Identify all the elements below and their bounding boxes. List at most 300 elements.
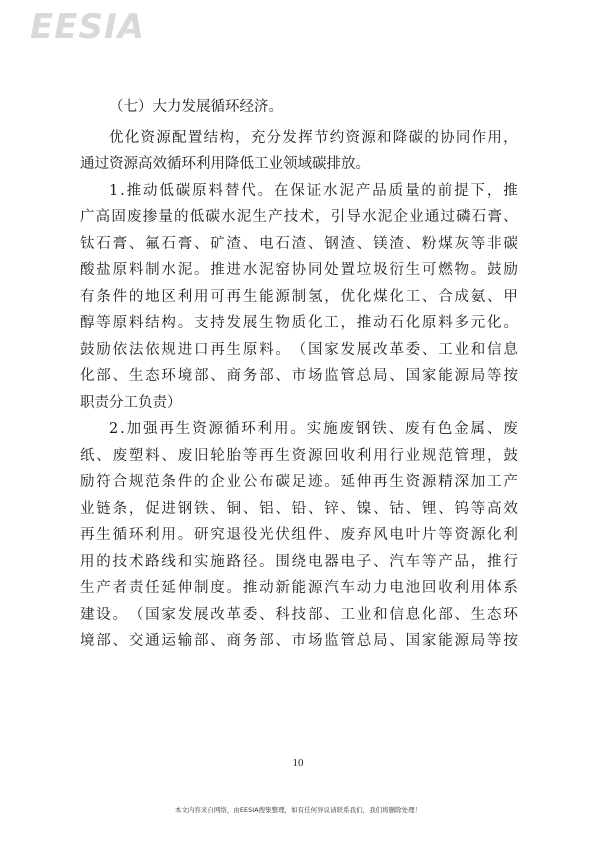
text-char: 利 <box>503 527 518 543</box>
text-char: 导 <box>346 209 361 225</box>
text-char: 矿 <box>210 235 225 252</box>
text-char: 依 <box>112 341 128 358</box>
text-char: 信 <box>487 341 502 358</box>
text-char: 用 <box>80 553 95 570</box>
text-char: 下 <box>470 182 485 199</box>
text-char: 伏 <box>275 527 290 543</box>
text-char: 、 <box>210 500 225 517</box>
text-line <box>80 257 518 284</box>
text-char: 氟 <box>145 235 160 252</box>
text-char: 役 <box>242 527 258 543</box>
text-char: 鼓 <box>503 447 518 464</box>
text-char: 励 <box>96 341 111 358</box>
text-char: 用 <box>373 447 388 464</box>
text-char: 化 <box>356 288 372 305</box>
text-char: 国 <box>145 606 160 623</box>
text-char: 生 <box>470 606 486 623</box>
text-char: 化 <box>405 315 421 331</box>
text-char: 生 <box>96 527 111 543</box>
text-char: 展 <box>242 315 258 331</box>
text-char: 境 <box>177 368 193 384</box>
text-char: 化 <box>389 288 404 305</box>
text-char: 术 <box>128 553 144 570</box>
text-char: 伸 <box>177 580 193 596</box>
text-char: 励 <box>80 474 95 490</box>
text-char: 旧 <box>193 447 209 464</box>
text-char: 规 <box>421 447 437 464</box>
text-char: 等 <box>438 527 453 543</box>
text-char: 推 <box>487 553 502 570</box>
text-char: 作 <box>471 129 487 146</box>
text-char: 制 <box>193 580 209 596</box>
text-char: 效 <box>503 500 518 517</box>
text-char: 轮 <box>210 447 225 464</box>
text-char: 回 <box>324 447 339 464</box>
text-char: 生 <box>252 209 267 225</box>
text-char: 料 <box>438 315 453 331</box>
text-char: 展 <box>193 606 209 623</box>
text-char: 氢 <box>307 288 323 305</box>
text-char: 家 <box>421 633 437 649</box>
text-char: 铜 <box>226 500 242 517</box>
text-char: 新 <box>275 580 290 596</box>
text-char: 的 <box>424 129 439 146</box>
text-char: 和 <box>373 606 388 623</box>
text-char: 再 <box>80 527 95 543</box>
text-char: 市 <box>291 633 307 649</box>
text-char: 按 <box>503 368 518 384</box>
text-char: 、 <box>307 500 323 517</box>
text-char: 废 <box>404 421 420 437</box>
text-char: 、 <box>421 341 437 358</box>
text-char: 源 <box>421 474 437 490</box>
text-char: 用 <box>487 129 502 146</box>
text-char: 境 <box>80 633 95 649</box>
text-char: 究 <box>210 527 225 543</box>
text-char: 口 <box>193 341 209 358</box>
text-char: 废 <box>112 447 128 464</box>
text-char: 。 <box>275 341 290 358</box>
text-char: 励 <box>503 262 518 278</box>
text-char: 技 <box>112 553 128 570</box>
text-char: 推 <box>210 262 225 278</box>
text-char: 持 <box>210 315 225 331</box>
text-char: 垃 <box>356 262 372 278</box>
text-char: 展 <box>356 341 372 358</box>
text-char: 态 <box>145 368 160 384</box>
text-char: 钨 <box>454 500 469 517</box>
text-char: 用 <box>273 421 289 437</box>
text-char: 碳 <box>408 129 424 146</box>
text-char: 石 <box>471 209 487 225</box>
text-char: 处 <box>324 262 339 278</box>
text-char: 协 <box>291 262 307 278</box>
text-char: 依 <box>145 341 160 358</box>
text-char: 质 <box>388 182 404 199</box>
text-char: 料 <box>128 262 144 278</box>
text-char: 水 <box>362 209 377 225</box>
text-char: 通 <box>424 209 440 225</box>
text-char: 通 <box>145 633 160 649</box>
text-char: 、 <box>161 447 176 464</box>
text-char: . <box>120 182 125 199</box>
text-char: 可 <box>210 288 225 305</box>
text-char: 源 <box>307 447 323 464</box>
text-char: 、 <box>389 368 404 384</box>
text-char: 。 <box>259 553 274 570</box>
text-char: （ <box>128 606 144 623</box>
text-char: 氨 <box>470 288 486 305</box>
text-char: 技 <box>283 209 299 225</box>
text-char: 原 <box>112 262 128 278</box>
text-char: 迹 <box>307 474 323 490</box>
text-char: 建 <box>80 606 95 623</box>
text-char: 汽 <box>389 553 404 570</box>
text-char: 资 <box>192 421 207 437</box>
text-char: 量 <box>404 182 420 199</box>
text-char: 工 <box>438 341 453 358</box>
text-char: 体 <box>487 580 502 596</box>
text-char: 路 <box>226 553 242 570</box>
text-char: 有 <box>421 421 436 437</box>
text-char: 质 <box>291 315 307 331</box>
text-line <box>80 522 518 549</box>
text-char: 资 <box>345 129 360 146</box>
text-char: 1 <box>109 182 119 199</box>
text-char: 的 <box>174 209 189 225</box>
text-char: 部 <box>193 368 209 384</box>
text-char: 部 <box>96 368 111 384</box>
text-char: 盐 <box>96 262 111 278</box>
text-char: 息 <box>503 341 518 358</box>
text-char: 家 <box>421 368 437 384</box>
text-char: 环 <box>503 606 518 623</box>
text-char: 片 <box>421 527 437 543</box>
text-char: 化 <box>124 129 140 146</box>
text-char: 局 <box>470 633 486 649</box>
text-char: 局 <box>470 368 486 384</box>
text-char: 构 <box>219 129 234 146</box>
text-char: 件 <box>177 474 193 490</box>
text-char: 公 <box>242 474 258 490</box>
text-char: 生 <box>175 421 191 437</box>
text-char: 料 <box>145 447 160 464</box>
text-char: 实 <box>306 421 322 437</box>
text-char: 资 <box>405 474 421 490</box>
text-char: 国 <box>405 368 421 384</box>
text-char: 前 <box>437 182 453 199</box>
text-char: 碳 <box>175 182 191 199</box>
text-char: 窑 <box>275 262 290 278</box>
text-char: 信 <box>389 606 404 623</box>
text-char: 电 <box>389 527 404 543</box>
text-char: ， <box>486 182 502 199</box>
text-char: 。 <box>257 182 273 199</box>
text-char: 、 <box>275 500 290 517</box>
text-char: 泥 <box>259 262 274 278</box>
text-char: 废 <box>177 447 193 464</box>
text-char: 煤 <box>438 235 453 252</box>
text-char: 金 <box>454 421 469 437</box>
text-char: 等 <box>487 368 502 384</box>
text-char: 。 <box>226 580 242 596</box>
text-char: 范 <box>438 447 453 464</box>
text-char: 、 <box>275 633 290 649</box>
text-char: 规 <box>161 341 176 358</box>
text-char: 源 <box>454 633 469 649</box>
text-char: 产 <box>96 580 111 596</box>
text-char: 源 <box>307 580 323 596</box>
text-char: 革 <box>389 341 404 358</box>
text-char: 发 <box>282 129 297 146</box>
text-char: 纸 <box>80 447 95 464</box>
text-char: 理 <box>470 447 486 464</box>
text-char: 路 <box>145 553 160 570</box>
text-char: 同 <box>307 262 323 278</box>
text-char: 车 <box>340 580 355 596</box>
text-char: 部 <box>259 368 274 384</box>
text-char: 管 <box>454 447 469 464</box>
text-line <box>80 178 518 205</box>
text-char: 汽 <box>324 580 339 596</box>
text-char: 市 <box>291 368 307 384</box>
text-char: 钴 <box>389 500 404 517</box>
text-char: 件 <box>112 288 128 305</box>
text-char: 。 <box>112 606 128 623</box>
text-char: 原 <box>112 315 128 331</box>
text-char: 废 <box>127 209 142 225</box>
text-char: 原 <box>421 315 437 331</box>
text-char: 鼓 <box>487 262 502 278</box>
text-char: 的 <box>128 288 144 305</box>
text-char: 化 <box>80 368 95 384</box>
text-char: 生 <box>226 341 242 358</box>
text-char: 成 <box>454 288 469 305</box>
text-char: 原 <box>242 341 258 358</box>
text-char: 钢 <box>324 235 339 252</box>
text-char: 工 <box>405 288 421 305</box>
text-char: 发 <box>177 606 193 623</box>
text-char: 组 <box>291 527 307 543</box>
text-char: 用 <box>161 527 176 543</box>
text-char: 、 <box>388 421 404 437</box>
text-char: . <box>120 421 125 437</box>
text-char: 规 <box>128 474 144 490</box>
text-char: 、 <box>487 288 502 305</box>
text-char: 再 <box>210 341 225 358</box>
footer-disclaimer: 本文内容来自网络，由EESIA搜集整理，如有任何异议请联系我们，我们将删除处理！ <box>174 806 422 814</box>
text-char: 业 <box>454 341 469 358</box>
text-char: 水 <box>161 262 176 278</box>
text-char: 圾 <box>373 262 388 278</box>
text-char: 泥 <box>236 209 252 225</box>
text-char: 多 <box>454 315 469 331</box>
text-char: 膏 <box>487 209 502 225</box>
text-char: 足 <box>291 474 307 490</box>
text-char: 能 <box>291 580 307 596</box>
text-char: 加 <box>470 474 486 490</box>
text-char: 委 <box>242 606 258 623</box>
text-char: 能 <box>438 633 453 649</box>
text-char: 。 <box>177 527 193 543</box>
text-char: 。 <box>193 262 209 278</box>
text-char: 推 <box>242 580 258 596</box>
section-heading: （七）大力发展循环经济。 <box>109 99 283 115</box>
text-char: 生 <box>389 474 404 490</box>
text-char: 行 <box>389 447 404 464</box>
text-line <box>80 628 518 655</box>
text-char: 、 <box>486 421 502 437</box>
text-char: ， <box>324 288 339 305</box>
text-char: 责 <box>128 580 144 596</box>
text-char: 输 <box>177 633 193 649</box>
text-char: 合 <box>438 288 453 305</box>
text-char: 证 <box>306 182 322 199</box>
text-char: 磷 <box>456 209 471 225</box>
text-char: 术 <box>299 209 314 225</box>
page-number: 10 <box>292 757 304 769</box>
text-char: 源 <box>275 288 290 305</box>
text-char: 推 <box>503 182 518 199</box>
text-char: 能 <box>438 368 453 384</box>
text-char: 、 <box>242 235 258 252</box>
text-char: 高 <box>95 209 111 225</box>
text-char: 源 <box>454 368 469 384</box>
text-char: 、 <box>112 368 128 384</box>
text-char: 业 <box>226 474 242 490</box>
text-line <box>80 549 518 576</box>
text-char: 渣 <box>389 235 404 252</box>
text-char: 钛 <box>80 235 95 252</box>
text-char: 利 <box>257 421 273 437</box>
text-char: 化 <box>487 315 502 331</box>
text-char: 实 <box>193 553 209 570</box>
text-char: 监 <box>324 368 339 384</box>
text-char: 家 <box>161 606 176 623</box>
text-char: 行 <box>503 553 518 570</box>
text-char: 家 <box>324 341 339 358</box>
text-char: 场 <box>307 368 323 384</box>
text-char: 径 <box>242 553 258 570</box>
text-char: 再 <box>373 474 388 490</box>
text-char: 用 <box>193 288 209 305</box>
text-char: 物 <box>454 262 469 278</box>
text-char: 进 <box>161 500 176 517</box>
text-char: 保 <box>290 182 305 199</box>
text-char: 甲 <box>503 288 518 305</box>
text-line <box>80 231 518 258</box>
text-char: 生 <box>128 368 144 384</box>
text-char: 叶 <box>405 527 421 543</box>
text-char: （ <box>291 341 307 358</box>
text-char: 水 <box>242 262 258 278</box>
text-char: 件 <box>307 527 323 543</box>
text-char: 设 <box>96 606 111 623</box>
text-char: 利 <box>145 527 160 543</box>
text-char: 、 <box>356 235 372 252</box>
text-char: 加 <box>126 421 142 437</box>
text-char: 粉 <box>421 235 437 252</box>
text-char: 、 <box>373 553 388 570</box>
text-char: 链 <box>96 500 111 517</box>
text-char: 酸 <box>80 262 95 278</box>
text-char: 池 <box>405 580 421 596</box>
text-line <box>80 575 518 602</box>
text-char: 、 <box>324 527 339 543</box>
text-char: 、 <box>454 606 469 623</box>
text-char: 引 <box>330 209 346 225</box>
text-line <box>80 337 518 364</box>
text-char: 废 <box>339 421 354 437</box>
text-line <box>80 284 518 311</box>
text-char: 技 <box>291 606 307 623</box>
text-char: 企 <box>393 209 408 225</box>
text-char: 低 <box>189 209 205 225</box>
text-char: 高 <box>487 500 502 517</box>
text-char: ， <box>235 129 250 146</box>
text-char: 。 <box>290 421 305 437</box>
text-line <box>80 602 518 629</box>
text-char: 能 <box>259 288 274 305</box>
text-char: 符 <box>96 474 111 490</box>
text-char: 优 <box>109 129 124 146</box>
text-char: 绕 <box>291 553 307 570</box>
text-char: 工 <box>324 315 339 331</box>
text-char: 业 <box>405 447 421 464</box>
text-char: 改 <box>210 606 225 623</box>
text-char: 环 <box>241 421 256 437</box>
text-char: 燃 <box>438 262 453 278</box>
text-char: 碳 <box>503 235 518 252</box>
text-char: 部 <box>96 633 111 649</box>
text-char: 研 <box>193 527 209 543</box>
text-char: 、 <box>275 368 290 384</box>
text-char: 环 <box>161 368 176 384</box>
text-char: 循 <box>112 527 128 543</box>
text-char: 资 <box>454 527 469 543</box>
text-char: 结 <box>145 315 160 331</box>
text-char: 铝 <box>259 500 274 517</box>
text-char: 的 <box>96 553 111 570</box>
text-char: 替 <box>224 182 240 199</box>
text-char: 产 <box>355 182 371 199</box>
text-char: 在 <box>273 182 289 199</box>
text-char: 利 <box>454 580 469 596</box>
text-char: 料 <box>259 341 274 358</box>
text-char: 环 <box>128 527 144 543</box>
text-line: 职责分工负责） <box>80 394 182 411</box>
text-char: 深 <box>454 474 469 490</box>
text-char: 和 <box>470 341 486 358</box>
text-char: 色 <box>437 421 453 437</box>
text-char: 局 <box>373 633 388 649</box>
text-char: ， <box>487 447 502 464</box>
text-char: 发 <box>340 341 355 358</box>
text-char: 延 <box>340 474 355 490</box>
text-char: 量 <box>158 209 173 225</box>
text-char: 胎 <box>226 447 242 464</box>
text-char: 的 <box>421 182 436 199</box>
text-char: 动 <box>259 580 274 596</box>
text-char: 施 <box>210 553 225 570</box>
text-char: 。 <box>324 474 339 490</box>
text-char: 置 <box>340 262 355 278</box>
text-char: 企 <box>210 474 225 490</box>
text-line: 通过资源高效循环利用降低工业领域碳排放。 <box>80 156 370 172</box>
text-char: 条 <box>161 474 176 490</box>
text-char: 泥 <box>377 209 393 225</box>
text-char: 、 <box>324 606 339 623</box>
